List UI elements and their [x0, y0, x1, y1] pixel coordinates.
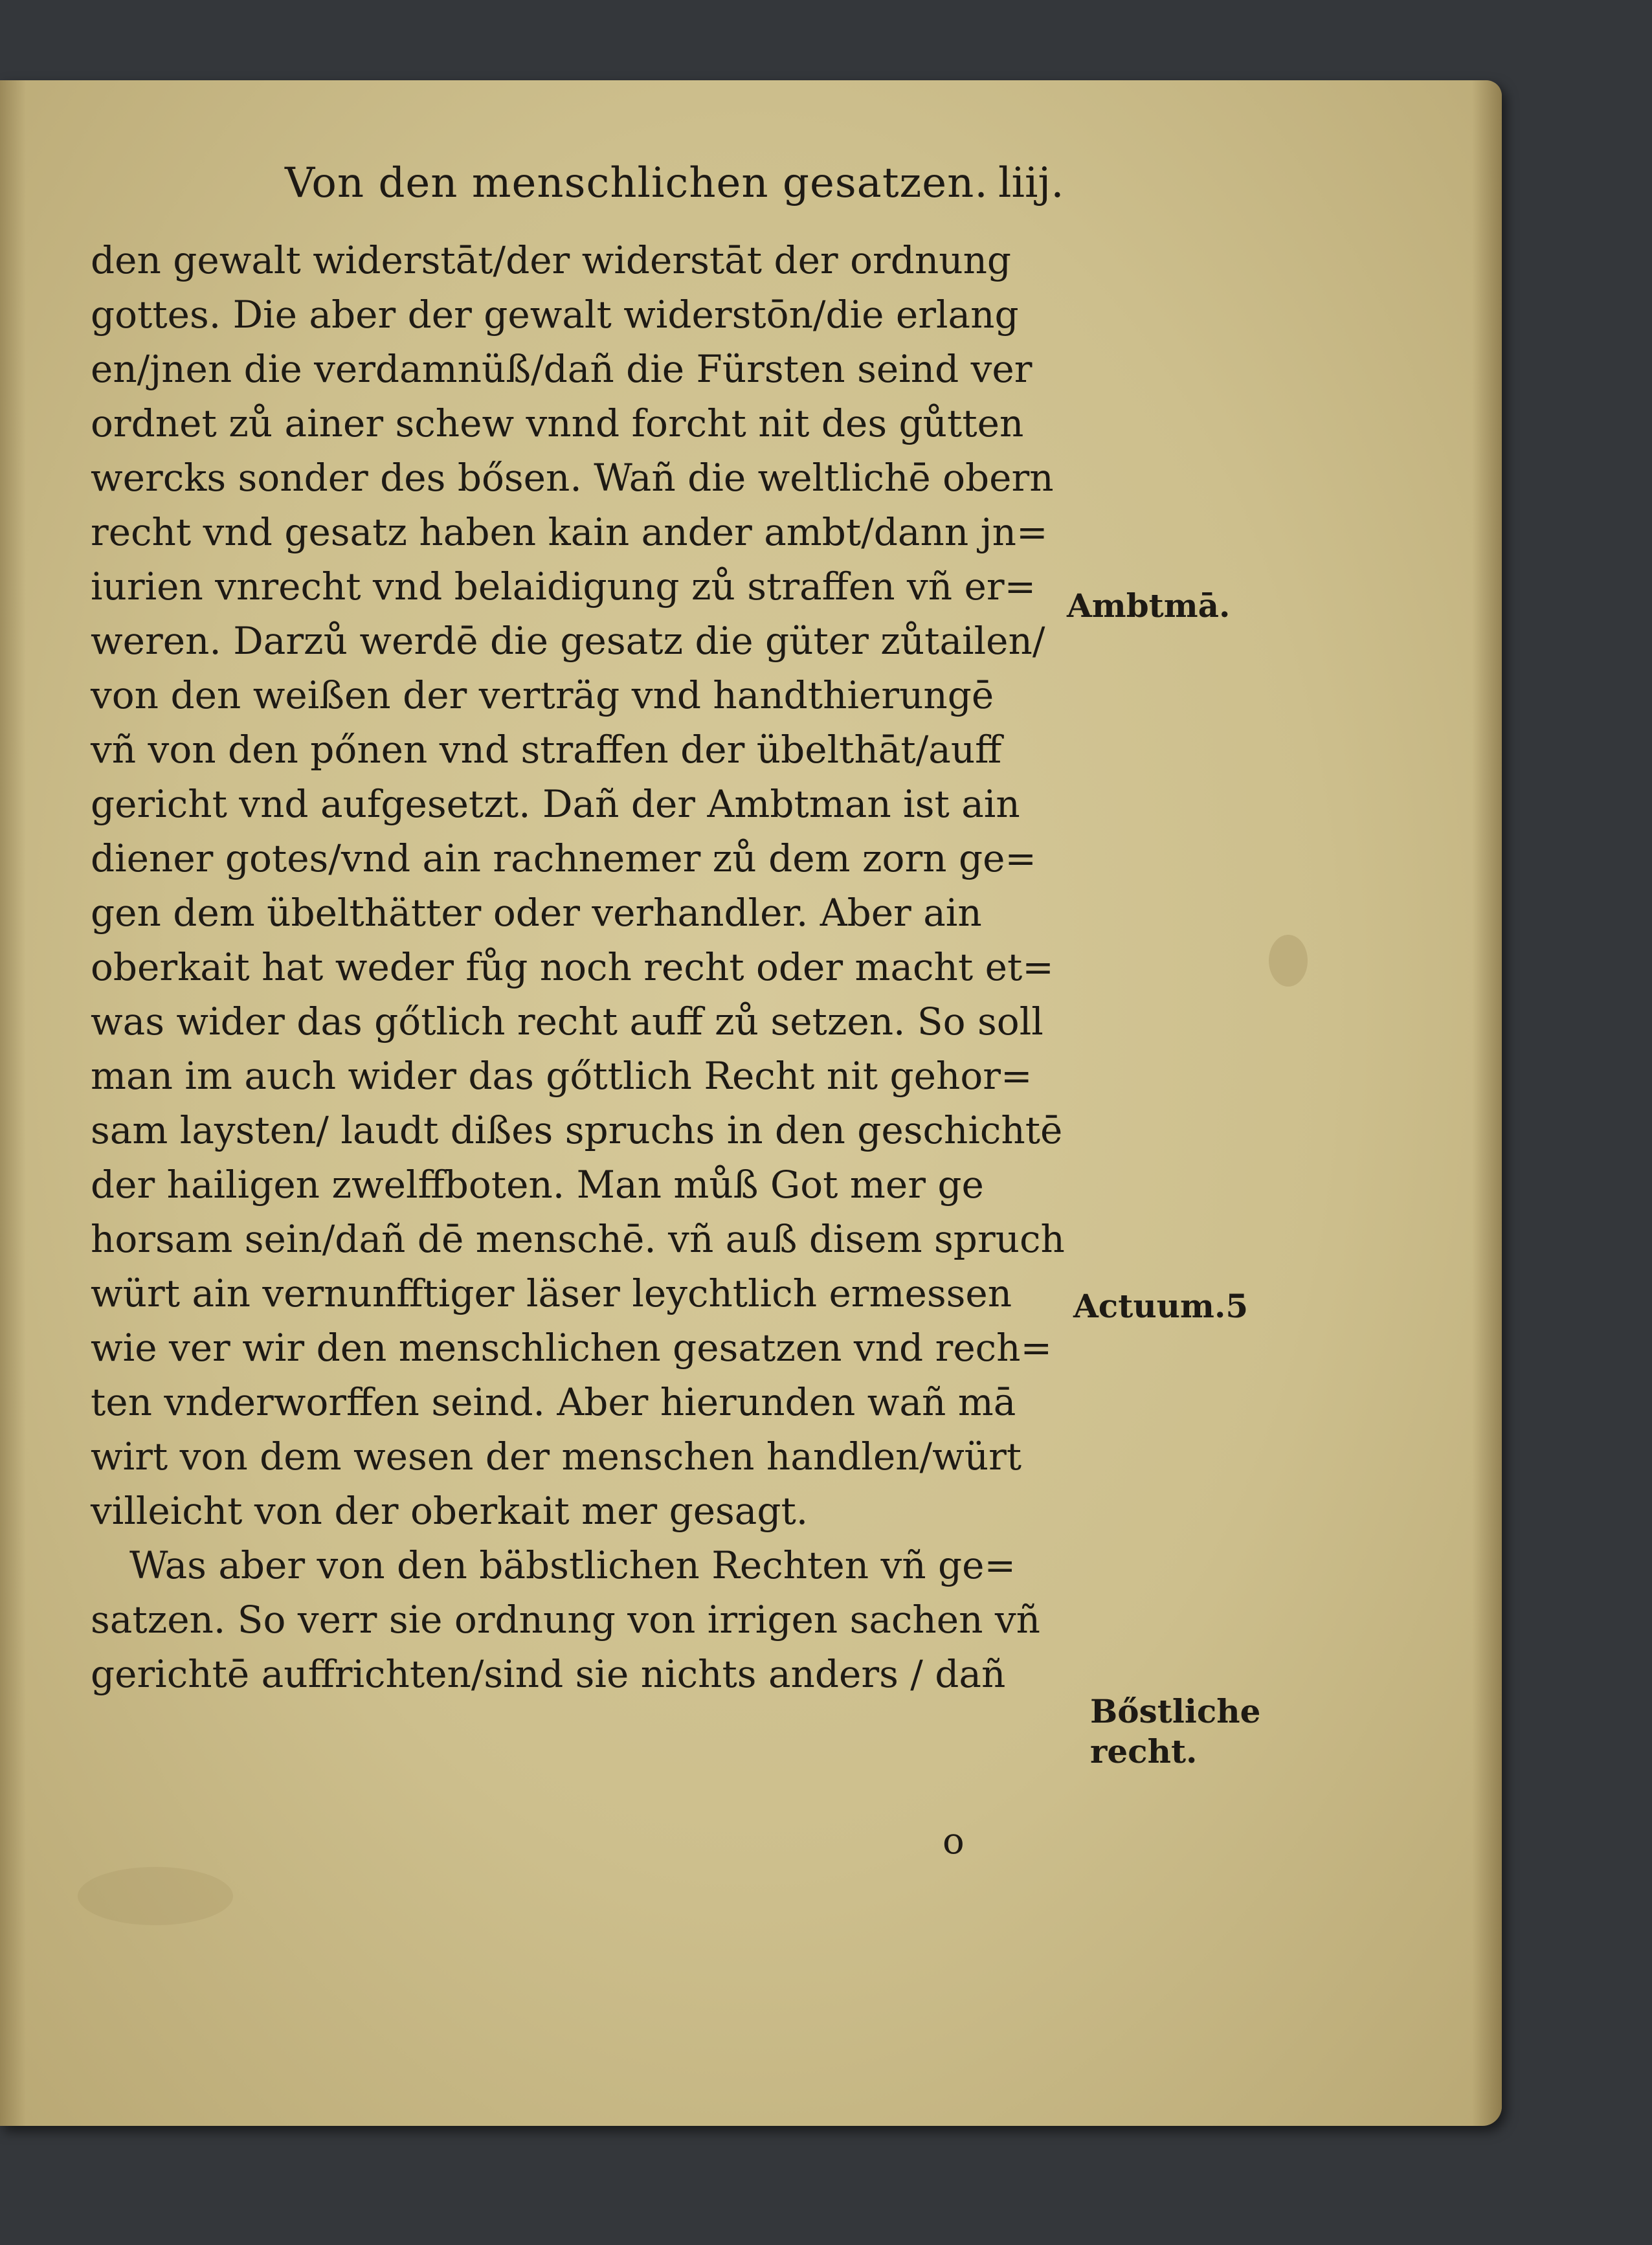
page-stain [1269, 935, 1308, 987]
margin-note-ambtman: Ambtmā. [1067, 586, 1231, 625]
text-line: diener gotes/vnd ain rachnemer zů dem zorn ge= [91, 836, 1037, 880]
text-line: man im auch wider das gőttlich Recht nit gehor= [91, 1054, 1032, 1098]
text-line: den gewalt widerstāt/der widerstāt der ordnung [91, 238, 1012, 282]
margin-note-actuum: Actuum.5 [1073, 1287, 1249, 1325]
page-stain [78, 1867, 233, 1925]
text-line: gericht vnd aufgesetzt. Dañ der Ambtman ist ain [91, 782, 1020, 826]
text-line: gen dem übelthätter oder verhandler. Aber ain [91, 891, 982, 935]
text-line: horsam sein/dañ dē menschē. vñ auß disem spruch [91, 1217, 1065, 1261]
text-line: en/jnen die verdamnüß/dañ die Fürsten seind ver [91, 347, 1032, 391]
catchword-mark: o [943, 1820, 965, 1862]
text-line: würt ain vernunfftiger läser leychtlich ermessen [91, 1271, 1012, 1315]
text-line: ten vnderworffen seind. Aber hierunden wañ mā [91, 1380, 1016, 1424]
text-line: iurien vnrecht vnd belaidigung zů straffen vñ er= [91, 564, 1036, 609]
text-line: villeicht von der oberkait mer gesagt. [91, 1489, 809, 1533]
page-edge-shadow [1472, 80, 1502, 2126]
text-line: von den weißen der verträg vnd handthierungē [91, 673, 994, 717]
text-line: wercks sonder des bősen. Wañ die weltlichē obern [91, 456, 1054, 500]
text-line: weren. Darzů werdē die gesatz die güter zůtailen/ [91, 619, 1045, 663]
text-line: satzen. So verr sie ordnung von irrigen sachen vñ [91, 1598, 1040, 1642]
text-line: was wider das gőtlich recht auff zů setzen. So soll [91, 1000, 1044, 1044]
text-line: recht vnd gesatz haben kain ander ambt/dann jn= [91, 510, 1048, 554]
running-header [285, 153, 1100, 224]
page-gutter-shadow [0, 80, 26, 2126]
text-line: oberkait hat weder fůg noch recht oder macht et= [91, 945, 1054, 989]
margin-note-papal-law-line1: Bőstliche [1090, 1692, 1261, 1730]
text-line: wirt von dem wesen der menschen handlen/würt [91, 1435, 1022, 1479]
text-line: der hailigen zwelffboten. Man můß Got mer ge [91, 1163, 984, 1207]
text-line: sam laysten/ laudt dißes spruchs in den geschichtē [91, 1108, 1063, 1152]
text-line: gerichtē auffrichten/sind sie nichts anders / dañ [91, 1652, 1006, 1696]
text-line: ordnet zů ainer schew vnnd forcht nit des gůtten [91, 401, 1024, 445]
text-line: gottes. Die aber der gewalt widerstōn/die erlang [91, 293, 1019, 337]
text-line: vñ von den pőnen vnd straffen der übelthāt/auff [91, 728, 1002, 772]
text-line: wie ver wir den menschlichen gesatzen vnd rech= [91, 1326, 1053, 1370]
folio-number: liij. [998, 159, 1064, 207]
text-line: Was aber von den bäbstlichen Rechten vñ ge= [129, 1543, 1016, 1587]
margin-note-papal-law-line2: recht. [1090, 1732, 1198, 1770]
running-title: Von den menschlichen gesatzen. [285, 159, 988, 207]
